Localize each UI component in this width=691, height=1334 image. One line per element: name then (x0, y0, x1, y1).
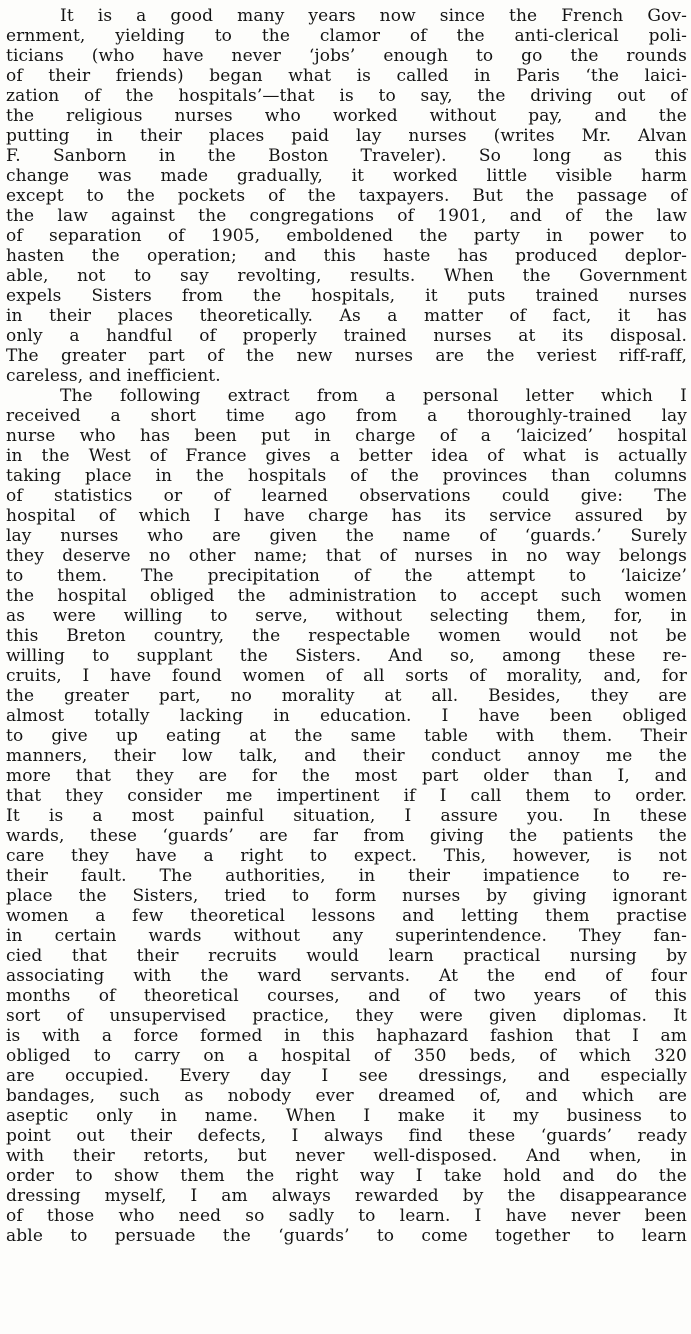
text-line: of those who need so sadly to learn. I have never been (6, 1206, 687, 1226)
text-line: to give up eating at the same table with them. Their (6, 726, 687, 746)
text-line: more that they are for the most part older than I, and (6, 766, 687, 786)
text-line: cruits, I have found women of all sorts of morality, and, for (6, 666, 687, 686)
text-line: wards, these ‘guards’ are far from giving the patients the (6, 826, 687, 846)
text-line: care they have a right to expect. This, however, is not (6, 846, 687, 866)
text-line: F. Sanborn in the Boston Traveler). So long as this (6, 146, 687, 166)
text-line: the hospital obliged the administration to accept such women (6, 586, 687, 606)
text-line: almost totally lacking in education. I have been obliged (6, 706, 687, 726)
text-line: hospital of which I have charge has its service assured by (6, 506, 687, 526)
text-line: to them. The precipitation of the attempt to ‘laicize’ (6, 566, 687, 586)
text-line: point out their defects, I always find these ‘guards’ ready (6, 1126, 687, 1146)
text-line: ernment, yielding to the clamor of the anti-clerical poli- (6, 26, 687, 46)
text-line: this Breton country, the respectable women would not be (6, 626, 687, 646)
text-line: their fault. The authorities, in their impatience to re- (6, 866, 687, 886)
text-line: women a few theoretical lessons and letting them practise (6, 906, 687, 926)
text-line: order to show them the right way I take hold and do the (6, 1166, 687, 1186)
text-line: zation of the hospitals’—that is to say, the driving out of (6, 86, 687, 106)
text-line: the law against the congregations of 1901, and of the law (6, 206, 687, 226)
text-line: taking place in the hospitals of the provinces than columns (6, 466, 687, 486)
text-line: expels Sisters from the hospitals, it puts trained nurses (6, 286, 687, 306)
text-line: willing to supplant the Sisters. And so, among these re- (6, 646, 687, 666)
text-line: they deserve no other name; that of nurses in no way belongs (6, 546, 687, 566)
text-line: are occupied. Every day I see dressings, and especially (6, 1066, 687, 1086)
text-line: as were willing to serve, without selecting them, for, in (6, 606, 687, 626)
text-line: The greater part of the new nurses are the veriest riff-raff, (6, 346, 687, 366)
text-line: bandages, such as nobody ever dreamed of, and which are (6, 1086, 687, 1106)
text-line: received a short time ago from a thoroughly-trained lay (6, 406, 687, 426)
text-line: except to the pockets of the taxpayers. But the passage of (6, 186, 687, 206)
paragraph-1 (6, 6, 687, 386)
text-line: The following extract from a personal letter which I (60, 386, 687, 406)
text-line: associating with the ward servants. At the end of four (6, 966, 687, 986)
text-line: that they consider me impertinent if I call them to order. (6, 786, 687, 806)
text-line: in the West of France gives a better idea of what is actually (6, 446, 687, 466)
paragraph-2 (6, 386, 687, 1246)
text-line: of their friends) began what is called in Paris ‘the laici- (6, 66, 687, 86)
text-line: sort of unsupervised practice, they were given diplomas. It (6, 1006, 687, 1026)
text-line: the greater part, no morality at all. Besides, they are (6, 686, 687, 706)
text-line: lay nurses who are given the name of ‘guards.’ Surely (6, 526, 687, 546)
text-line: change was made gradually, it worked little visible harm (6, 166, 687, 186)
text-line: dressing myself, I am always rewarded by the disappearance (6, 1186, 687, 1206)
text-line: able, not to say revolting, results. When the Government (6, 266, 687, 286)
text-line: manners, their low talk, and their conduct annoy me the (6, 746, 687, 766)
text-line: is with a force formed in this haphazard fashion that I am (6, 1026, 687, 1046)
text-line: It is a good many years now since the French Gov- (60, 6, 687, 26)
text-line: ticians (who have never ‘jobs’ enough to go the rounds (6, 46, 687, 66)
text-line: the religious nurses who worked without pay, and the (6, 106, 687, 126)
text-line: putting in their places paid lay nurses (writes Mr. Alvan (6, 126, 687, 146)
text-line: hasten the operation; and this haste has produced deplor- (6, 246, 687, 266)
text-line: of statistics or of learned observations could give: The (6, 486, 687, 506)
text-line: in certain wards without any superintendence. They fan- (6, 926, 687, 946)
text-line: months of theoretical courses, and of two years of this (6, 986, 687, 1006)
text-line: able to persuade the ‘guards’ to come together to learn (6, 1226, 687, 1246)
text-line: with their retorts, but never well-disposed. And when, in (6, 1146, 687, 1166)
text-line: place the Sisters, tried to form nurses by giving ignorant (6, 886, 687, 906)
text-line: only a handful of properly trained nurses at its disposal. (6, 326, 687, 346)
text-line: aseptic only in name. When I make it my business to (6, 1106, 687, 1126)
text-line: obliged to carry on a hospital of 350 beds, of which 320 (6, 1046, 687, 1066)
text-line: in their places theoretically. As a matter of fact, it has (6, 306, 687, 326)
text-line: of separation of 1905, emboldened the party in power to (6, 226, 687, 246)
text-line: careless, and inefficient. (6, 366, 221, 386)
text-line: It is a most painful situation, I assure you. In these (6, 806, 687, 826)
text-line: nurse who has been put in charge of a ‘laicized’ hospital (6, 426, 687, 446)
text-line: cied that their recruits would learn practical nursing by (6, 946, 687, 966)
